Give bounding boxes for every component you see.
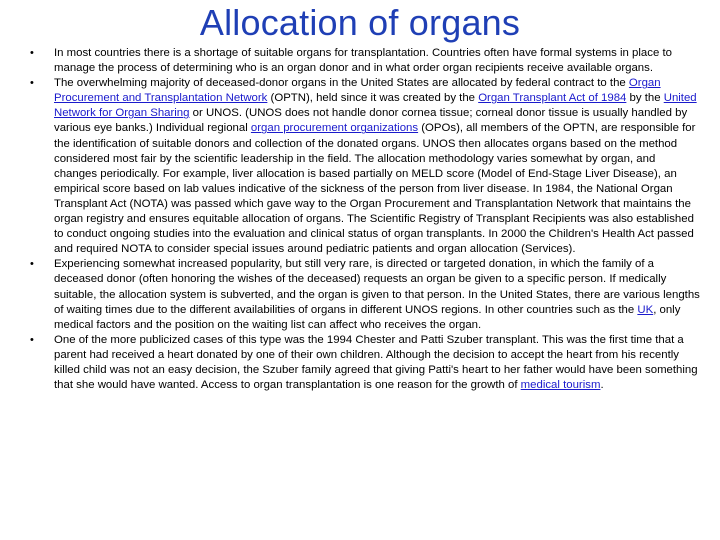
hyperlink[interactable]: UK: [637, 303, 654, 316]
bullet-text: In most countries there is a shortage of suitable organs for transplantation. Countries often have formal systems in place to manage the process of determining who is an organ donor and in what order organ recipients receive available organs.: [54, 47, 672, 75]
bullet-text: The overwhelming majority of deceased-donor organs in the United States are allocated by federal contract to the: [54, 77, 629, 90]
bullet-text: by the: [626, 92, 664, 105]
hyperlink[interactable]: Organ Procurement and Transplantation Network: [54, 77, 661, 105]
bullet-text: or UNOS. (UNOS does not handle donor cornea tissue; corneal donor tissue is usually handled by various eye banks.) Individual regional: [54, 107, 688, 135]
bullet-item: [30, 257, 700, 332]
bullet-item: [30, 46, 700, 76]
slide-title: Allocation of organs: [199, 2, 521, 43]
bullet-dot-icon: •: [30, 333, 34, 346]
bullet-text: .: [600, 379, 604, 392]
hyperlink[interactable]: Organ Transplant Act of 1984: [478, 92, 627, 105]
bullet-text: One of the more publicized cases of this type was the 1994 Chester and Patti Szuber transplant. This was the first time that a parent had received a heart donated by one of their own children. Although the decision to accept the heart from his recently killed child was not an easy decision, the Szuber family agreed that giving Patti's heart to her father would have been something that she would have wanted. Access to organ transplantation is one reason for the growth of: [54, 333, 698, 392]
hyperlink[interactable]: organ procurement organizations: [250, 122, 419, 135]
bullet-dot-icon: •: [30, 258, 34, 271]
hyperlink[interactable]: medical tourism: [520, 379, 601, 392]
bullet-list: [30, 46, 700, 393]
bullet-dot-icon: •: [30, 77, 34, 90]
bullet-text: Experiencing somewhat increased popularity, but still very rare, is directed or targeted donation, in which the family of a deceased donor (often honoring the wishes of the deceased) requests an organ be given to a specific person. If medically suitable, the allocation system is subverted, and the organ is given to that person. In the United States, there are various lengths of waiting times due to the different availabilities of organs in different UNOS regions. In other countries such as the: [54, 258, 700, 316]
bullet-text: (OPTN), held since it was created by the: [267, 92, 479, 105]
bullet-dot-icon: •: [30, 47, 34, 59]
bullet-text: (OPOs), all members of the OPTN, are responsible for the identification of suitable donors and collection of the donated organs. UNOS then allocates organs based on the method considered most fair by the scientific leadership in the field. The allocation methodology varies somewhat by organ, and changes periodically. For example, liver allocation is based partially on MELD score (Model of End-Stage Liver Disease), an empirical score based on lab values indicative of the sickness of the person from liver disease. In 1984, the National Organ Transplant Act (NOTA) was passed which gave way to the Organ Procurement and Transplantation Network that maintains the organ registry and ensures equitable allocation of organs. The Scientific Registry of Transplant Recipients was also established to conduct ongoing studies into the evaluation and clinical status of organ transplants. In 2000 the Children's Health Act passed and required NOTA to consider special issues around pediatric patients and organ allocation (Services).: [54, 122, 696, 256]
hyperlink[interactable]: United Network for Organ Sharing: [54, 92, 697, 120]
bullet-item: [30, 76, 700, 257]
bullet-item: [30, 333, 700, 393]
bullet-text: , only medical factors and the position on the waiting list can affect who receives the organ.: [54, 303, 681, 331]
